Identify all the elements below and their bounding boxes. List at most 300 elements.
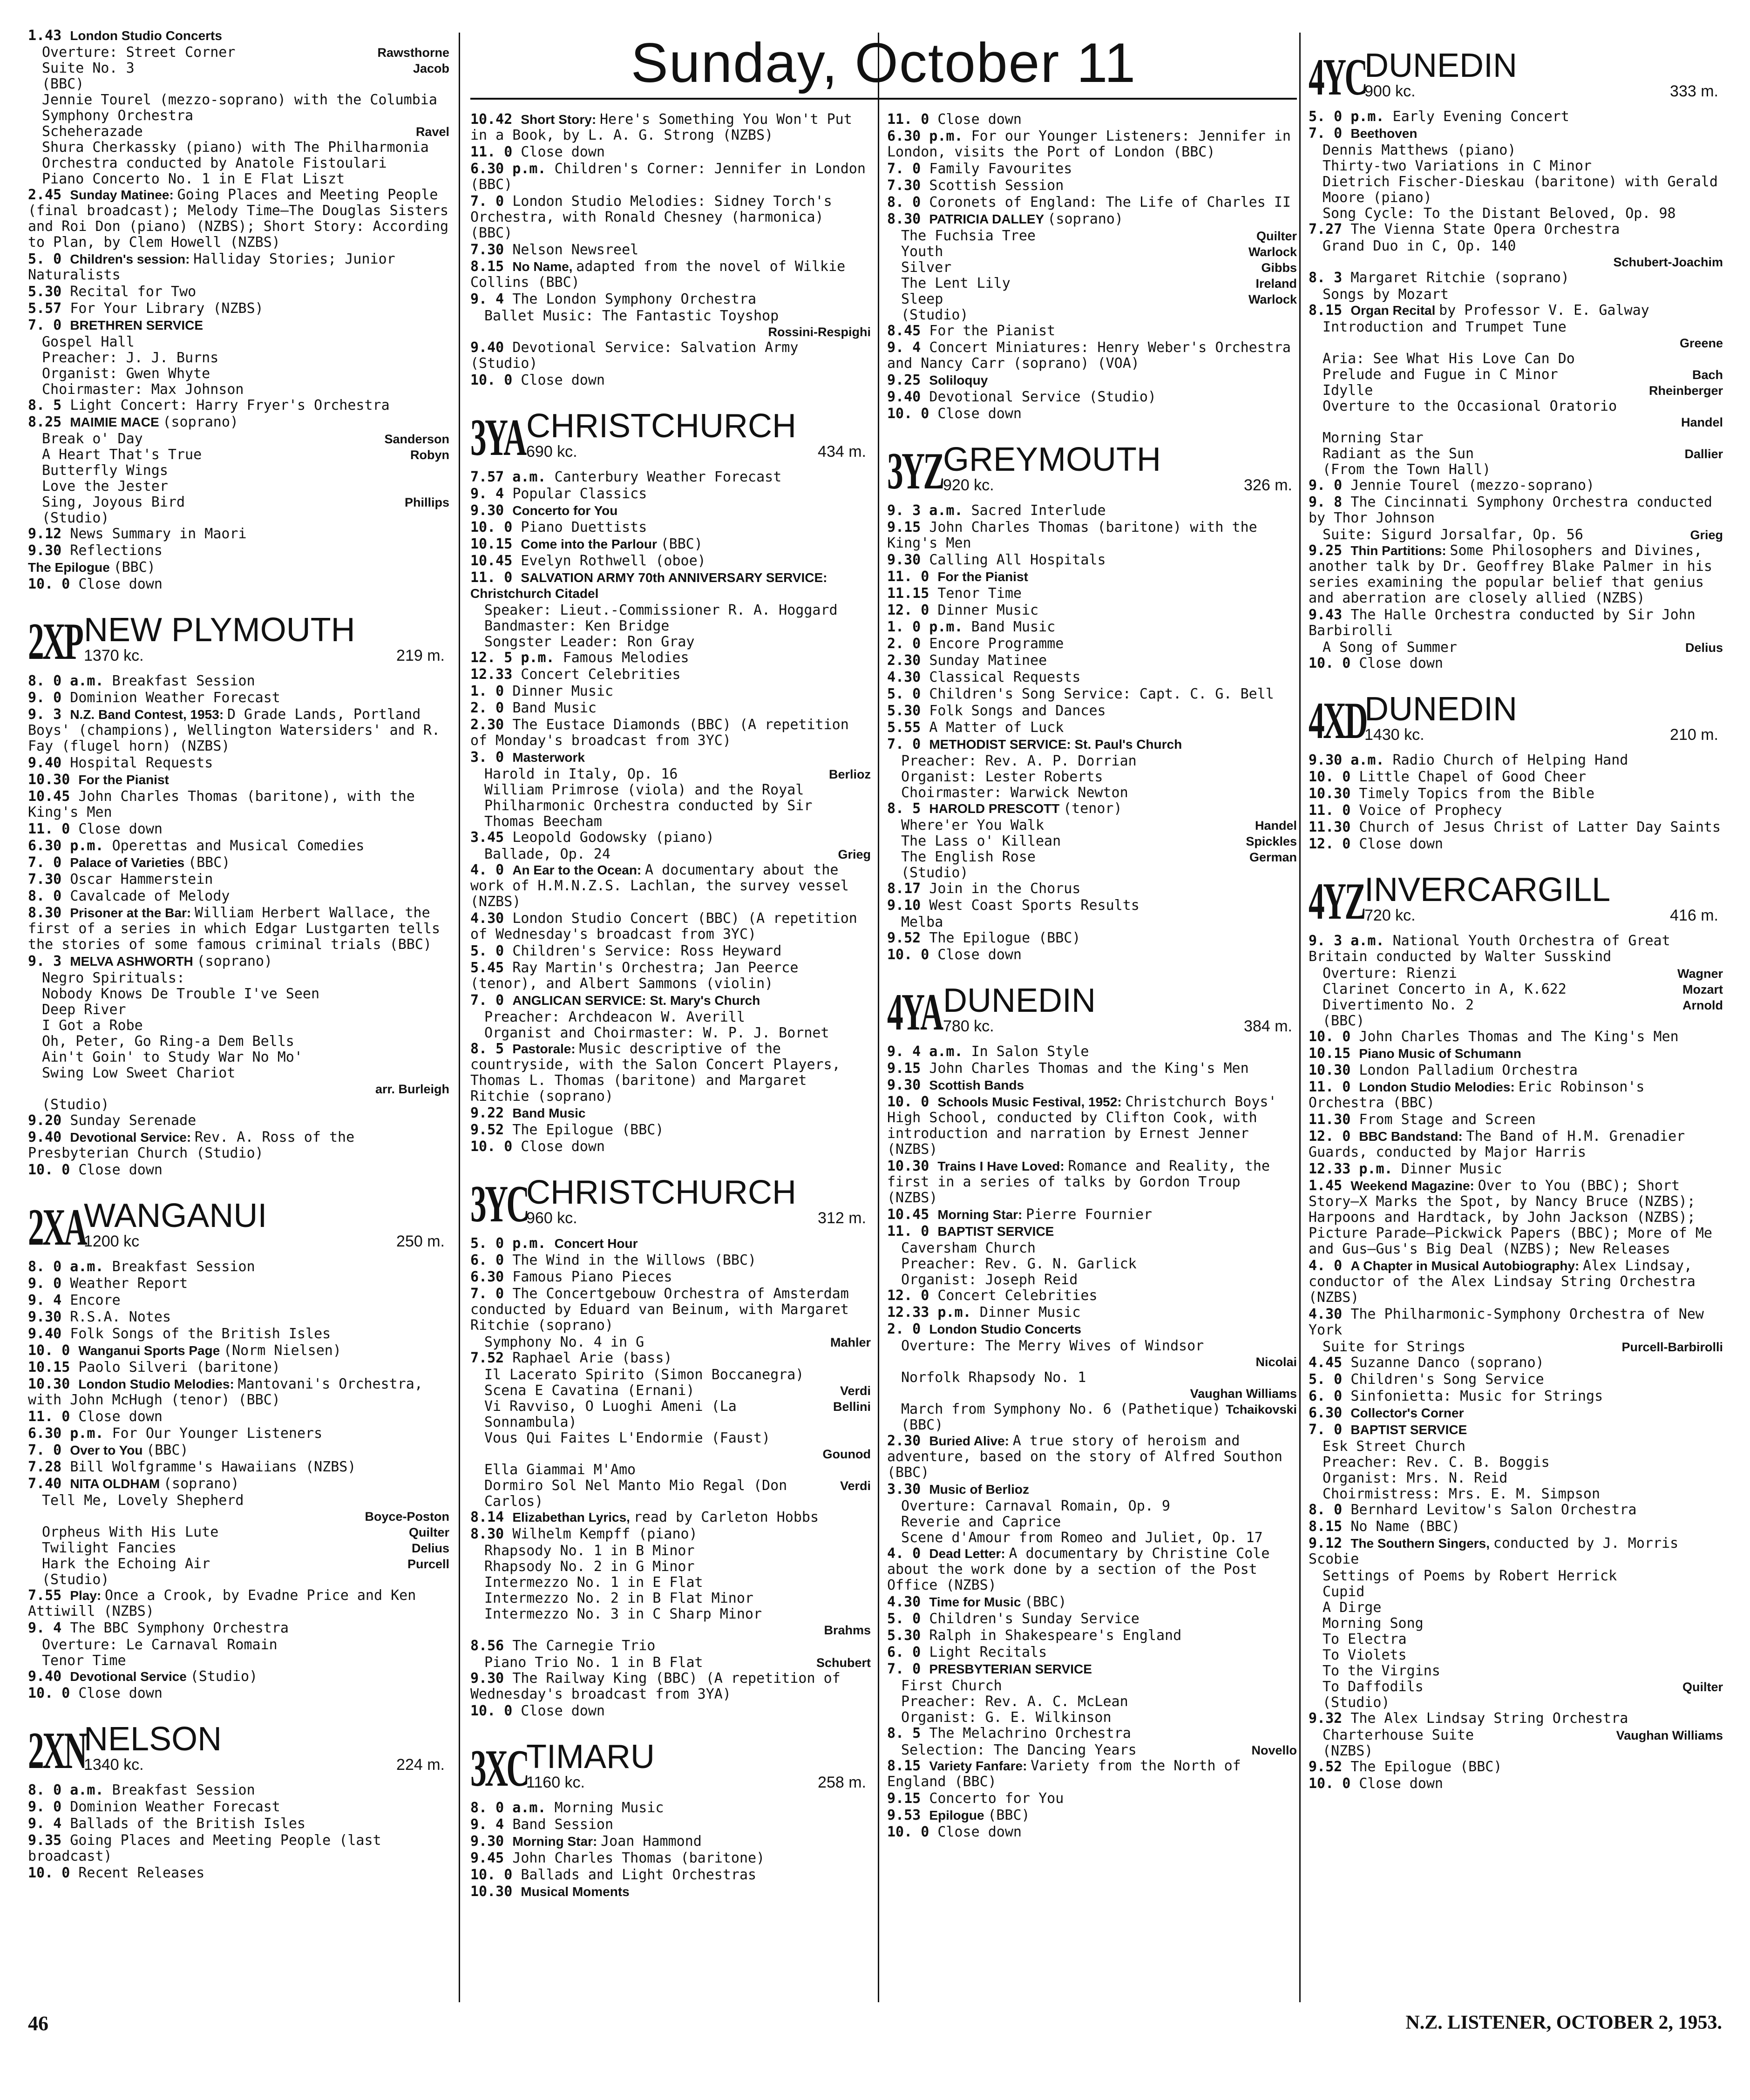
detail-text: Intermezzo No. 3 in C Sharp Minor [484, 1606, 762, 1622]
programme-entry [28, 560, 449, 576]
programme-detail [470, 1399, 871, 1430]
programme-text: (BBC) [988, 1807, 1030, 1823]
programme-detail [28, 447, 449, 463]
programme-text: Sinfonietta: Music for Strings [1350, 1388, 1603, 1404]
station-frequency [84, 1233, 449, 1251]
programme-time: 7.30 [887, 177, 929, 194]
detail-text: Symphony No. 4 in G [484, 1334, 644, 1350]
programme-text: Famous Melodies [563, 650, 689, 666]
station-frequency [1364, 82, 1723, 101]
detail-text: Overture: Le Carnaval Romain [42, 1637, 278, 1653]
programme-entry [28, 251, 449, 283]
station-city: NELSON [84, 1721, 222, 1758]
programme-text: Timely Topics from the Bible [1359, 786, 1595, 802]
station-kc: 920 kc. [943, 476, 994, 494]
programme-entry [470, 1350, 871, 1366]
programme-detail [28, 1097, 449, 1113]
programme-title: Buried Alive: [929, 1434, 1013, 1448]
programme-text: Oscar Hammerstein [70, 871, 213, 887]
station-wavelength: 384 m. [1244, 1017, 1292, 1035]
detail-text: A Heart That's True [42, 447, 202, 463]
programme-time: 11. 0 [1309, 802, 1359, 819]
detail-text: Nobody Knows De Trouble I've Seen [42, 986, 320, 1002]
detail-text: Where'er You Walk [901, 817, 1045, 833]
detail-text: Deep River [42, 1002, 126, 1018]
programme-text: Popular Classics [512, 486, 647, 502]
station-info [526, 409, 871, 461]
programme-title: Devotional Service: [70, 1130, 195, 1145]
programme-detail [1309, 527, 1723, 543]
composer-name: Rawsthorne [377, 46, 449, 60]
programme-detail [28, 1653, 449, 1669]
programme-text: Breakfast Session [112, 1782, 255, 1798]
programme-entry [1309, 803, 1723, 819]
programme-detail [28, 479, 449, 495]
programme-entry [887, 569, 1297, 585]
programme-text: Calling All Hospitals [929, 552, 1106, 568]
programme-time: 9.53 [887, 1807, 929, 1823]
programme-text: A documentary by Christine Cole about the work done by a section of the Post Office (NZBS) [887, 1545, 1270, 1593]
programme-text: read by Carleton Hobbs [633, 1509, 819, 1525]
detail-text: Cupid [1323, 1584, 1365, 1600]
programme-entry [887, 737, 1297, 752]
programme-text: Nelson Newsreel [512, 242, 639, 258]
programme-title: Soliloquy [929, 373, 988, 387]
programme-detail [470, 1335, 871, 1350]
programme-title: London Studio Concerts [929, 1322, 1081, 1336]
programme-detail [28, 510, 449, 526]
composer-name: Ireland [1255, 277, 1297, 291]
programme-text: John Charles Thomas and the King's Men [929, 1060, 1249, 1077]
composer-name: Purcell-Barbirolli [1621, 1340, 1723, 1354]
programme-title: Organ Recital [1350, 303, 1439, 318]
detail-text: Choirmistress: Mrs. E. M. Simpson [1323, 1486, 1601, 1502]
programme-entry [28, 414, 449, 430]
station-city: INVERCARGILL [1364, 871, 1611, 908]
programme-time: 9.10 [887, 897, 929, 914]
programme-title: Children's session: [70, 252, 194, 266]
programme-time: 1. 0 p.m. [887, 619, 971, 635]
programme-entry [28, 772, 449, 788]
programme-time: 11.15 [887, 585, 938, 602]
station-frequency [526, 443, 871, 461]
programme-text: Cavalcade of Melody [70, 888, 230, 904]
composer-name: Verdi [840, 1479, 871, 1493]
detail-text: Aria: See What His Love Can Do [1323, 351, 1575, 367]
programme-detail [470, 1575, 871, 1591]
programme-detail [1309, 335, 1723, 351]
programme-detail [1309, 1679, 1723, 1695]
programme-entry [28, 1476, 449, 1492]
detail-text: Grand Duo in C, Op. 140 [1323, 238, 1516, 254]
station-wavelength: 326 m. [1244, 476, 1292, 494]
programme-time: 9. 8 [1309, 494, 1351, 510]
programme-entry [887, 373, 1297, 388]
programme-time: 9. 0 [1309, 477, 1351, 494]
column-rule [459, 33, 460, 2002]
programme-time: 5.45 [470, 960, 513, 976]
programme-time: 9.35 [28, 1832, 70, 1849]
programme-text: John Charles Thomas and The King's Men [1359, 1029, 1679, 1045]
programme-detail [1309, 1486, 1723, 1502]
programme-detail [28, 1524, 449, 1540]
programme-detail [470, 1383, 871, 1399]
detail-text: Scena E Cavatina (Ernani) [484, 1382, 695, 1399]
programme-time: 6.30 p.m. [887, 128, 971, 144]
detail-text: Preacher: J. J. Burns [42, 350, 219, 366]
programme-title: Short Story: [521, 112, 600, 127]
programme-entry [887, 1207, 1297, 1223]
programme-entry [28, 1782, 449, 1798]
programme-time: 9. 4 [470, 486, 513, 502]
programme-entry [887, 1433, 1297, 1481]
programme-detail [1309, 206, 1723, 222]
programme-detail [887, 1710, 1297, 1726]
programme-entry [28, 838, 449, 854]
programme-time: 5.57 [28, 300, 70, 317]
column-4 [1309, 28, 1723, 1974]
programme-time: 5.55 [887, 719, 929, 736]
programme-text: William Herbert Wallace, the first of a series in which Edgar Lustgarten tells the stories of some famous criminal trials (BBC) [28, 905, 441, 953]
composer-name: Rheinberger [1648, 384, 1723, 398]
programme-time: 10. 0 [470, 1703, 521, 1719]
programme-entry [470, 553, 871, 569]
programme-text: Children's Song Service [1350, 1371, 1544, 1388]
programme-entry [887, 161, 1297, 177]
programme-time: 12. 0 [887, 1287, 938, 1304]
programme-entry [28, 1162, 449, 1178]
programme-entry [887, 898, 1297, 914]
detail-text: A Song of Summer [1323, 639, 1457, 656]
programme-time: 7. 0 [887, 736, 929, 752]
detail-text: Choirmaster: Warwick Newton [901, 785, 1128, 801]
programme-time: 8. 5 [887, 1725, 929, 1741]
programme-entry [887, 947, 1297, 963]
programme-detail [28, 986, 449, 1002]
programme-detail [1309, 383, 1723, 399]
programme-time: 10. 0 [1309, 769, 1359, 785]
detail-text: Bandmaster: Ken Bridge [484, 618, 670, 634]
programme-time: 8. 0 a.m. [28, 1782, 112, 1798]
programme-detail [1309, 982, 1723, 997]
programme-detail [887, 865, 1297, 881]
composer-name: Tchaikovski [1226, 1402, 1297, 1416]
programme-detail [28, 1572, 449, 1588]
programme-time: 8. 0 [1309, 1502, 1351, 1518]
programme-text: (tenor) [1063, 800, 1122, 817]
station-heading [887, 980, 1297, 1041]
programme-text: The Band of H.M. Grenadier Guards, conducted by Major Harris [1309, 1128, 1685, 1160]
station-callsign: 4XD [1309, 692, 1366, 750]
programme-title: No Name, [512, 259, 577, 274]
programme-text: Alex Lindsay, conductor of the Alex Lindsay String Orchestra (NZBS) [1309, 1258, 1696, 1306]
programme-entry [887, 1044, 1297, 1060]
programme-time: 4. 0 [470, 862, 513, 878]
programme-detail [1309, 640, 1723, 656]
programme-entry [1309, 1063, 1723, 1078]
programme-entry [470, 1122, 871, 1138]
composer-name: German [1249, 850, 1297, 864]
programme-time: 8. 0 [28, 888, 70, 904]
programme-text: Bill Wolfgramme's Hawaiians (NZBS) [70, 1459, 356, 1475]
programme-title: A Chapter in Musical Autobiography: [1350, 1259, 1583, 1273]
programme-time: 4. 0 [1309, 1258, 1351, 1274]
programme-time: 7.55 [28, 1587, 70, 1604]
station-callsign: 3YZ [887, 442, 943, 500]
programme-entry [28, 707, 449, 754]
detail-text: Dormiro Sol Nel Manto Mio Regal (Don Carlos) [484, 1477, 787, 1510]
programme-time: 7.30 [28, 871, 70, 887]
programme-time: 9.15 [887, 1790, 929, 1807]
programme-time: 4.30 [1309, 1306, 1351, 1322]
programme-text: Pierre Fournier [1026, 1206, 1153, 1223]
programme-time: 8. 5 [28, 397, 70, 413]
detail-text: Shura Cherkassky (piano) with The Philharmonia Orchestra conducted by Anatole Fistoulari [42, 139, 429, 171]
detail-text: Overture: Rienzi [1323, 965, 1457, 982]
programme-detail [28, 124, 449, 140]
programme-time: 10.45 [887, 1206, 938, 1223]
programme-title: SALVATION ARMY 70th ANNIVERSARY SERVICE: Christchurch Citadel [470, 570, 828, 601]
programme-text: Band Music [512, 700, 597, 716]
detail-text: Organist: Lester Roberts [901, 769, 1103, 785]
programme-text: Close down [78, 1685, 163, 1701]
detail-text: Rhapsody No. 1 in B Minor [484, 1543, 695, 1559]
programme-time: 10. 0 [470, 1138, 521, 1155]
detail-text: Melba [901, 914, 943, 930]
composer-name: Warlock [1248, 292, 1297, 306]
programme-text: Operettas and Musical Comedies [112, 838, 365, 854]
programme-entry [470, 1800, 871, 1816]
station-kc: 720 kc. [1364, 907, 1416, 924]
programme-time: 12.33 p.m. [887, 1304, 980, 1321]
station-callsign: 4YA [887, 983, 942, 1041]
programme-time: 10. 0 [887, 406, 938, 422]
programme-detail [887, 753, 1297, 769]
programme-time: 4.30 [470, 910, 513, 927]
composer-name: Warlock [1248, 245, 1297, 259]
programme-time: 8.15 [1309, 302, 1351, 318]
programme-detail [1309, 142, 1723, 158]
programme-detail [28, 431, 449, 447]
programme-text: Close down [937, 947, 1022, 963]
programme-detail [28, 1034, 449, 1050]
programme-entry [28, 1376, 449, 1408]
detail-text: To Daffodils [1323, 1679, 1424, 1695]
programme-entry [1309, 478, 1723, 494]
detail-text: Break o' Day [42, 431, 143, 447]
programme-time: 9.30 [470, 502, 513, 519]
programme-detail [887, 1498, 1297, 1514]
programme-detail [1309, 1647, 1723, 1663]
detail-text: Caversham Church [901, 1240, 1036, 1256]
programme-entry [28, 1309, 449, 1325]
programme-detail [887, 1272, 1297, 1288]
programme-entry [28, 1360, 449, 1375]
programme-entry [1309, 1355, 1723, 1371]
programme-text: Dinner Music [1401, 1161, 1502, 1177]
programme-time: 11. 0 [887, 112, 938, 128]
station-city: DUNEDIN [1364, 691, 1518, 728]
programme-detail [1309, 158, 1723, 174]
programme-title: ANGLICAN SERVICE: St. Mary's Church [512, 993, 760, 1008]
programme-title: Epilogue [929, 1808, 988, 1822]
programme-entry [1309, 270, 1723, 286]
programme-entry [28, 821, 449, 837]
programme-text: Some Philosophers and Divines, another talk by Dr. Geoffrey Blake Palmer in his series examining the popular belief that genius and aberration are closely allied (NZBS) [1309, 542, 1712, 606]
programme-detail [1309, 1584, 1723, 1600]
detail-text: Ballet Music: The Fantastic Toyshop [484, 308, 779, 324]
composer-name: Schubert [816, 1656, 871, 1670]
programme-text: Concert Miniatures: Henry Weber's Orchestra and Nancy Carr (soprano) (VOA) [887, 339, 1291, 372]
programme-title: Palace of Varieties [70, 855, 189, 870]
programme-text: Close down [78, 1162, 163, 1178]
programme-text: West Coast Sports Results [929, 897, 1140, 914]
programme-time: 10. 0 [470, 372, 521, 388]
programme-time: 6.30 p.m. [470, 161, 555, 177]
detail-text: To Violets [1323, 1647, 1407, 1663]
programme-detail [1309, 414, 1723, 430]
detail-text: Scheherazade [42, 123, 143, 140]
station-info [526, 1740, 871, 1792]
programme-title: London Studio Concerts [70, 28, 222, 43]
composer-name: Handel [1255, 819, 1297, 833]
programme-time: 5.30 [28, 284, 70, 300]
programme-detail [470, 308, 871, 324]
programme-entry [470, 700, 871, 716]
programme-detail [28, 1002, 449, 1018]
programme-text: Breakfast Session [112, 1259, 255, 1275]
programme-text: Rev. A. Ross of the Presbyterian Church (Studio) [28, 1129, 355, 1161]
programme-entry [28, 1130, 449, 1161]
programme-entry [887, 1611, 1297, 1627]
programme-entry [1309, 109, 1723, 125]
programme-text: Close down [937, 1824, 1022, 1840]
programme-detail [887, 1354, 1297, 1370]
programme-entry [28, 1833, 449, 1864]
programme-entry [1309, 1372, 1723, 1388]
composer-name: Spickles [1246, 834, 1297, 848]
detail-text: Thirty-two Variations in C Minor [1323, 158, 1592, 174]
programme-text: Dinner Music [937, 602, 1039, 618]
detail-text: Vous Qui Faites L'Endormie (Faust) [484, 1430, 771, 1446]
composer-name: Delius [1685, 641, 1723, 655]
programme-title: Variety Fanfare: [929, 1759, 1031, 1773]
programme-title: Beethoven [1350, 126, 1418, 141]
programme-detail [1309, 997, 1723, 1013]
programme-time: 10. 0 [28, 1865, 79, 1881]
programme-entry [1309, 1112, 1723, 1128]
station-frequency [943, 1017, 1297, 1036]
programme-text: Join in the Chorus [929, 881, 1081, 897]
programme-detail [887, 1386, 1297, 1402]
programme-entry [887, 195, 1297, 210]
programme-entry [470, 1041, 871, 1104]
programme-entry [470, 1834, 871, 1849]
programme-entry [1309, 1389, 1723, 1404]
station-info [943, 443, 1297, 495]
detail-text: Vi Ravviso, O Luoghi Ameni (La Sonnambula) [484, 1398, 737, 1430]
programme-detail [887, 849, 1297, 865]
station-city: CHRISTCHURCH [526, 1174, 796, 1211]
programme-text: A true story of heroism and adventure, based on the story of Alfred Southon (BBC) [887, 1433, 1282, 1481]
programme-text: Over to You (BBC); Short Story—X Marks the Spot, by Nancy Bruce (NZBS); Harpoons and Hardtack, by John Jackson (NZBS); Picture Parade—Pickwick Papers (BBC); More of Me and Gus—Gus's Big Deal (NZBS); New Releases [1309, 1178, 1712, 1257]
detail-text: The Lent Lily [901, 275, 1011, 291]
station-info [84, 1199, 449, 1251]
programme-title: The Epilogue [28, 560, 114, 575]
programme-text: The Philharmonic-Symphony Orchestra of New York [1309, 1306, 1704, 1338]
composer-name: Sanderson [384, 432, 449, 446]
programme-text: (BBC) [1024, 1594, 1067, 1610]
programme-time: 9.40 [470, 339, 513, 356]
programme-title: For the Pianist [937, 569, 1028, 584]
programme-entry [1309, 495, 1723, 526]
composer-name: Grieg [1690, 528, 1723, 542]
programme-text: Coronets of England: The Life of Charles II [929, 194, 1291, 210]
programme-detail [1309, 1616, 1723, 1632]
programme-time: 10. 0 [28, 576, 79, 592]
programme-text: The Epilogue (BBC) [929, 930, 1081, 946]
programme-text: For Our Younger Listeners [112, 1425, 323, 1442]
detail-text: Rhapsody No. 2 in G Minor [484, 1558, 695, 1575]
programme-time: 3.45 [470, 829, 513, 846]
programme-detail [470, 1430, 871, 1446]
programme-detail [887, 1256, 1297, 1272]
programme-text: Ralph in Shakespeare's England [929, 1627, 1182, 1644]
programme-text: Famous Piano Pieces [512, 1269, 672, 1285]
programme-time: 7. 0 [28, 854, 70, 871]
programme-time: 9. 3 [28, 706, 70, 723]
programme-entry [1309, 933, 1723, 965]
column-1 [28, 28, 449, 1974]
masthead [470, 28, 1297, 100]
programme-title: Band Music [512, 1106, 586, 1120]
detail-text: Swing Low Sweet Chariot [42, 1065, 236, 1081]
programme-entry [28, 690, 449, 706]
programme-detail [470, 634, 871, 650]
programme-text: Children's Sunday Service [929, 1611, 1140, 1627]
detail-text: Piano Trio No. 1 in B Flat [484, 1654, 703, 1671]
programme-entry [28, 1459, 449, 1475]
detail-text: Silver [901, 259, 952, 276]
detail-text: Preacher: Rev. C. B. Boggis [1323, 1454, 1550, 1470]
programme-title: Piano Music of Schumann [1359, 1046, 1521, 1061]
programme-time: 9.25 [887, 372, 929, 388]
programme-entry [887, 930, 1297, 946]
programme-text: Band Session [512, 1816, 614, 1833]
detail-text: Tenor Time [42, 1653, 126, 1669]
programme-text: Encore Programme [929, 636, 1064, 652]
programme-entry [887, 1546, 1297, 1593]
station-callsign: 3YC [470, 1175, 528, 1233]
detail-text: (BBC) [42, 76, 84, 92]
programme-title: Elizabethan Lyrics, [512, 1510, 634, 1524]
programme-time: 7.28 [28, 1459, 70, 1475]
programme-entry [887, 1594, 1297, 1610]
programme-detail [470, 1591, 871, 1606]
programme-title: Wanganui Sports Page [78, 1343, 224, 1358]
programme-time: 9.30 [28, 542, 70, 559]
detail-text: Clarinet Concerto in A, K.622 [1323, 981, 1567, 997]
programme-time: 7. 0 [470, 193, 513, 210]
detail-text: Esk Street Church [1323, 1438, 1466, 1455]
programme-entry [470, 161, 871, 193]
programme-title: Music of Berlioz [929, 1482, 1030, 1497]
programme-text: Close down [937, 112, 1022, 128]
programme-entry [887, 323, 1297, 339]
programme-detail [470, 1559, 871, 1575]
programme-text: Radio Church of Helping Hand [1392, 752, 1628, 768]
programme-time: 8. 5 [887, 800, 929, 817]
